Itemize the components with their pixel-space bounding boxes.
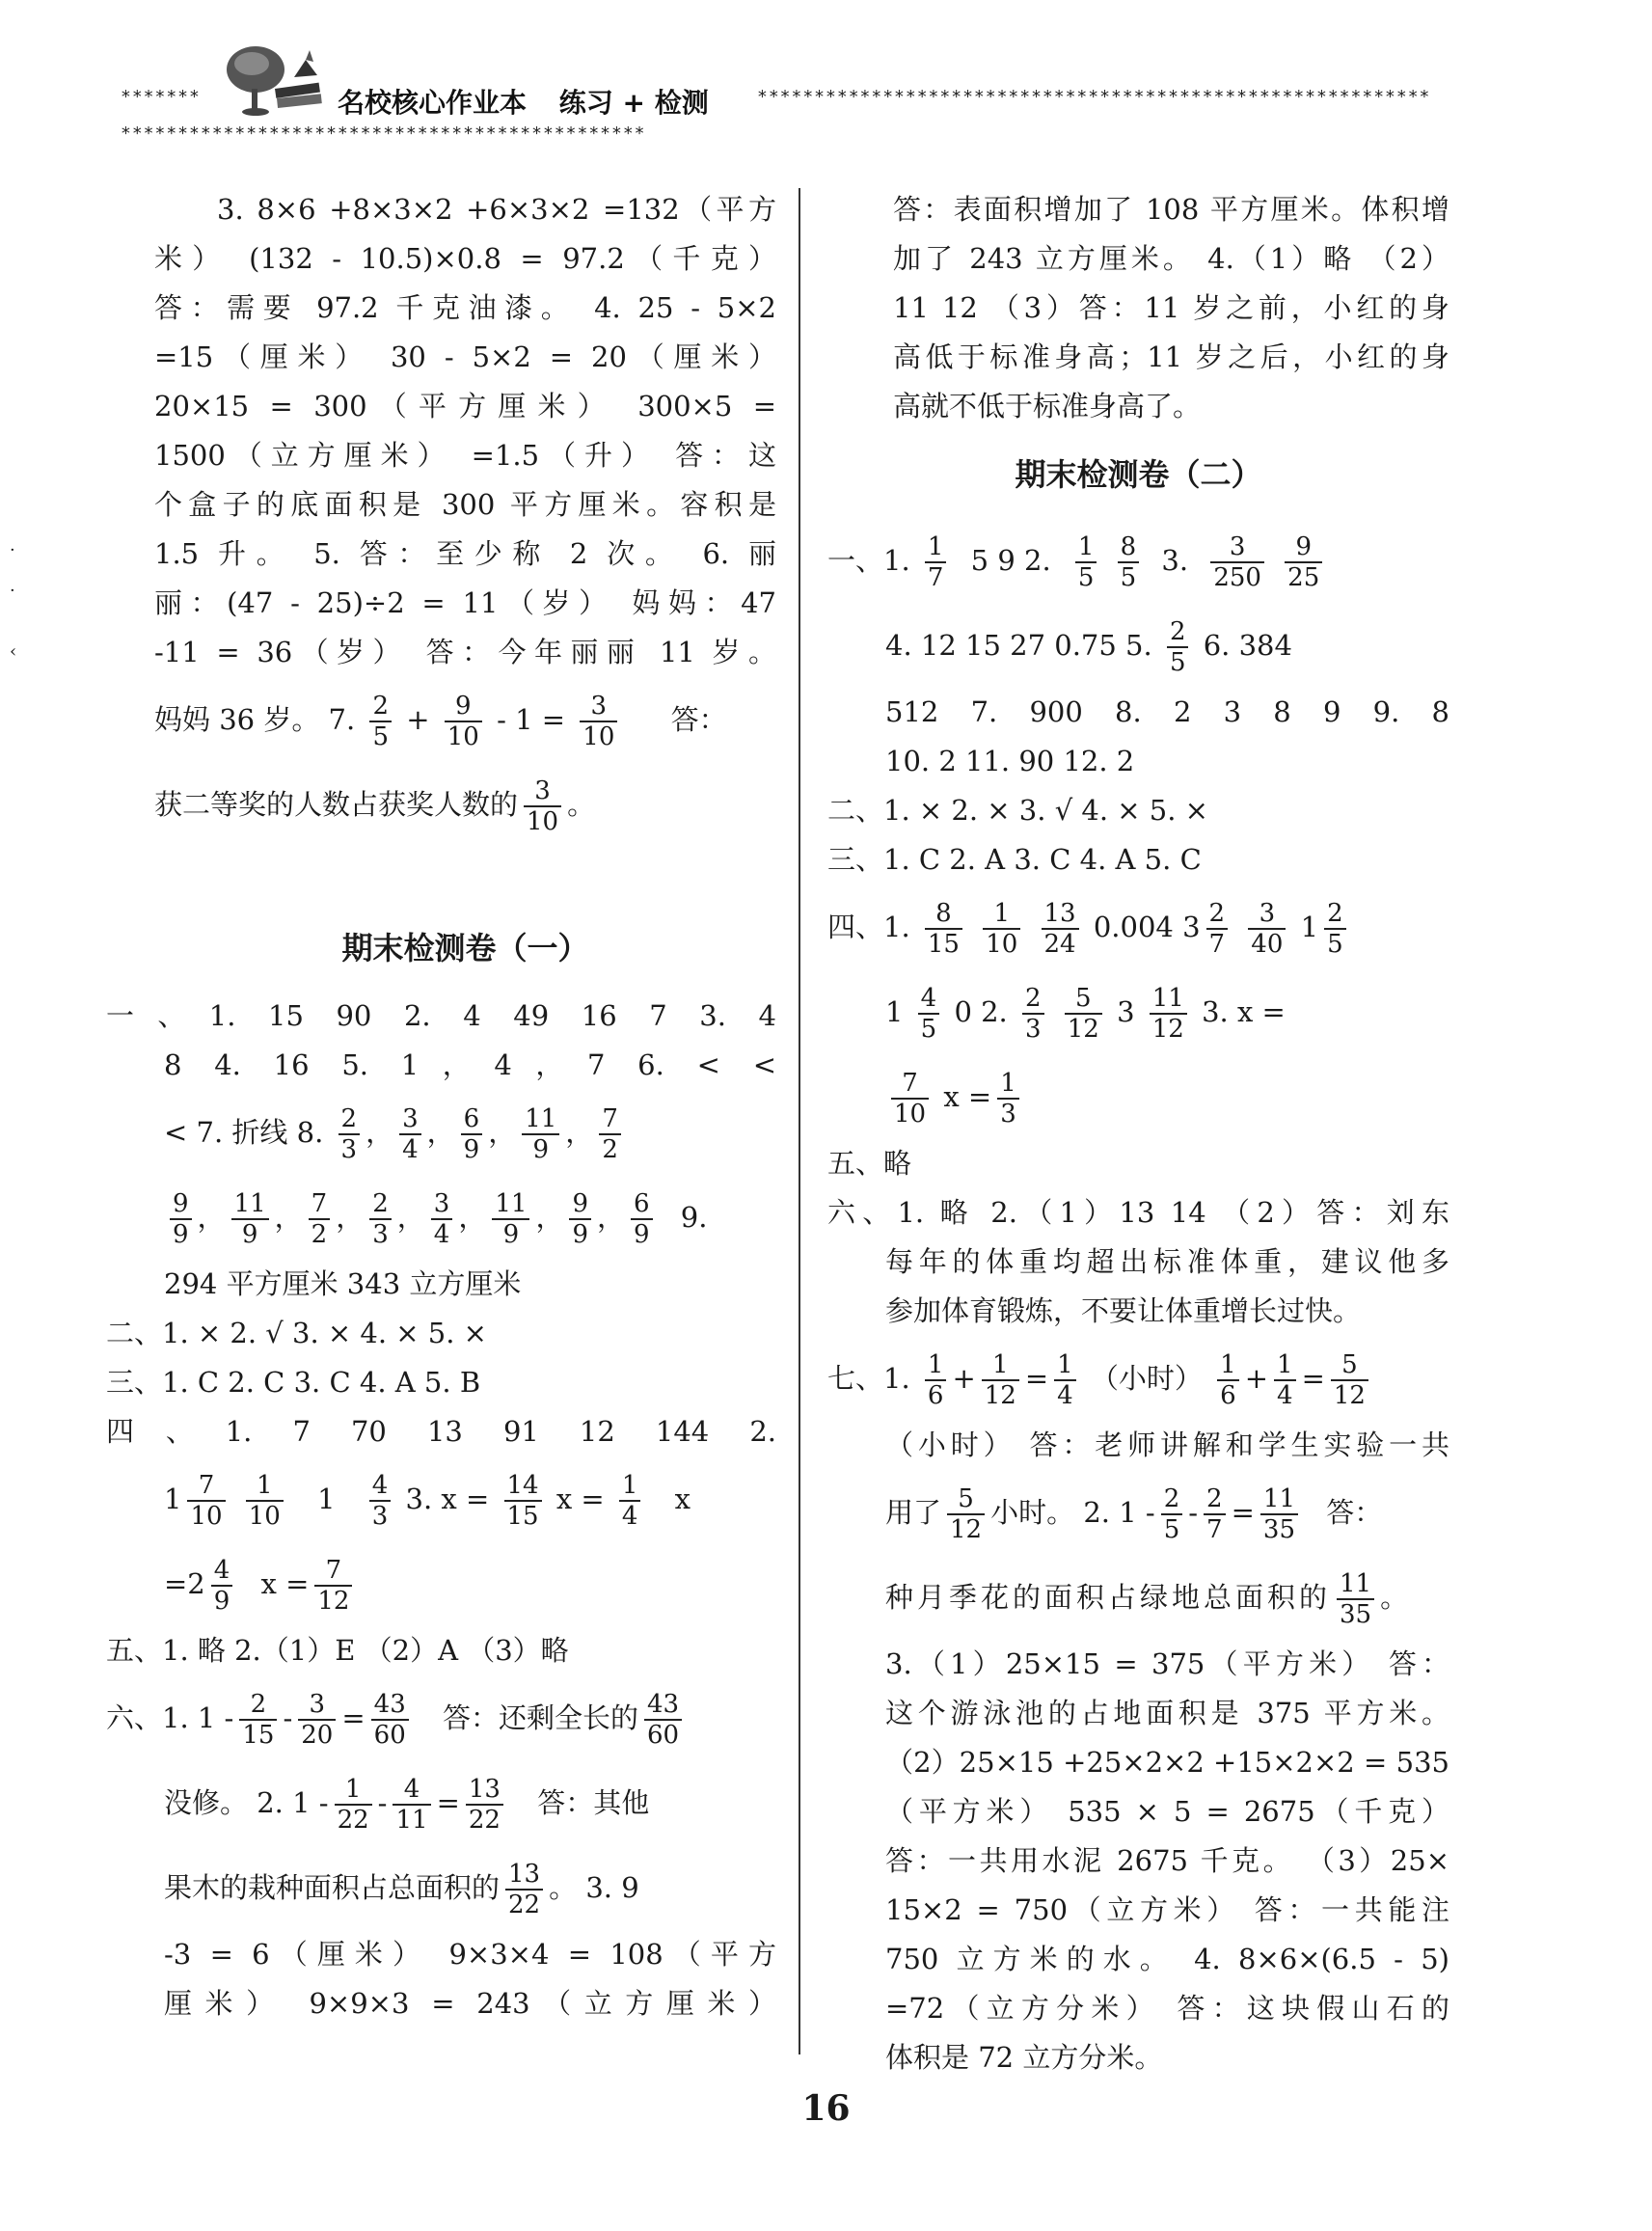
separator: ，: [396, 1201, 425, 1234]
fraction: $\frac{3}{250}$: [1210, 532, 1264, 592]
fraction: $\frac{6}{9}$: [461, 1104, 483, 1164]
fraction: $\frac{1}{4}$: [1054, 1350, 1076, 1410]
formula-line: [106, 1541, 776, 1626]
page-number: 16: [801, 2088, 851, 2129]
formula-line: [827, 884, 1449, 969]
text-run: 3: [1117, 995, 1135, 1028]
fraction: $\frac{9}{10}$: [445, 692, 482, 751]
text-run: 0.004 3: [1093, 911, 1201, 943]
text-run: 9.: [680, 1201, 708, 1234]
text-line: 米） (132 - 10.5)×0.8 = 97.2（千克）: [154, 242, 776, 275]
fraction: $\frac{11}{12}$: [1150, 984, 1187, 1044]
fraction: $\frac{2}{5}$: [1324, 899, 1346, 959]
text-run: < 7. 折线 8.: [164, 1116, 324, 1149]
text-run: 。 3. 9: [549, 1871, 639, 1904]
fraction: $\frac{2}{5}$: [1161, 1484, 1183, 1544]
text-line: 六、1. 略 2.（1）13 14 （2）答：刘东: [827, 1196, 1449, 1229]
operator: -: [283, 1701, 293, 1734]
section-title-exam1: 期末检测卷（一）: [341, 930, 589, 966]
text-line: 四、1. 7 70 13 91 12 144 2.: [106, 1415, 776, 1448]
formula-line: [827, 1555, 1449, 1640]
operator: +: [406, 703, 430, 736]
fraction: $\frac{7}{12}$: [314, 1556, 352, 1616]
text-line: 10. 2 11. 90 12. 2: [885, 745, 1135, 777]
formula-line: [827, 518, 1449, 603]
text-line: 15×2 = 750（立方米） 答：一共能注: [885, 1893, 1449, 1926]
text-run: x =: [260, 1567, 310, 1600]
fraction: $\frac{2}{7}$: [1206, 899, 1229, 959]
section-title-exam2: 期末检测卷（二）: [1015, 456, 1262, 493]
fraction: $\frac{6}{9}$: [631, 1189, 653, 1249]
separator: ，: [488, 1116, 517, 1149]
fraction: $\frac{2}{15}$: [239, 1690, 277, 1750]
formula-line: [827, 1054, 1449, 1139]
text-line: 答：需要 97.2 千克油漆。 4. 25 - 5×2: [154, 291, 776, 324]
series-title: 名校核心作业本: [338, 87, 528, 119]
text-run: 种月季花的面积占绿地总面积的: [885, 1581, 1332, 1614]
text-run: 6. 384: [1203, 629, 1292, 662]
text-run: 四、1.: [827, 911, 910, 943]
column-divider: [799, 188, 800, 2054]
text-line: 8 4. 16 5. 1，4，7 6. < <: [164, 1048, 776, 1081]
formula-line: [106, 1845, 776, 1930]
separator: ，: [336, 1201, 365, 1234]
text-run: 果木的栽种面积占总面积的: [164, 1871, 501, 1904]
text-run: 妈妈 36 岁。 7.: [154, 703, 356, 736]
fraction: $\frac{7}{2}$: [599, 1104, 621, 1164]
text-run: 。: [1380, 1581, 1409, 1614]
text-line: 五、1. 略 2.（1）E （2）A （3）略: [106, 1634, 569, 1667]
text-line: 三、1. C 2. C 3. C 4. A 5. B: [106, 1366, 481, 1399]
header-title-group: [338, 82, 709, 121]
fraction: $\frac{8}{5}$: [1118, 532, 1140, 592]
text-run: 0 2.: [954, 995, 1008, 1028]
separator: ，: [535, 1201, 564, 1234]
fraction-list: [333, 1104, 627, 1164]
text-run: 答：: [1326, 1496, 1383, 1529]
formula-line: [827, 1470, 1449, 1555]
fraction: $\frac{1}{6}$: [1217, 1350, 1239, 1410]
text-line: 答：一共用水泥 2675 千克。 （3）25×: [885, 1844, 1449, 1877]
text-line: 20×15 = 300（平方厘米） 300×5 =: [154, 390, 776, 422]
fraction: $\frac{7}{2}$: [309, 1189, 331, 1249]
fraction: $\frac{1}{4}$: [619, 1471, 641, 1531]
text-line: 答：表面积增加了 108 平方厘米。体积增: [893, 193, 1449, 226]
fraction: $\frac{13}{22}$: [505, 1860, 543, 1919]
text-line: 加了 243 立方厘米。 4.（1）略 （2）: [893, 242, 1449, 275]
operator: -: [377, 1786, 388, 1819]
text-run: 获二等奖的人数占获奖人数的: [154, 788, 519, 821]
text-run: x =: [555, 1483, 605, 1515]
fraction: $\frac{2}{3}$: [339, 1104, 361, 1164]
text-line: 750 立方米的水。 4. 8×6×(6.5 - 5): [885, 1943, 1449, 1975]
fraction: $\frac{43}{60}$: [644, 1690, 682, 1750]
fraction: $\frac{4}{11}$: [393, 1775, 430, 1835]
text-line: 3.（1）25×15 = 375（平方米） 答：: [885, 1647, 1449, 1680]
separator: ，: [366, 1116, 394, 1149]
fraction: $\frac{3}{4}$: [431, 1189, 453, 1249]
text-run: 3. x =: [1202, 995, 1286, 1028]
fraction: $\frac{5}{12}$: [1331, 1350, 1368, 1410]
text-run: 一、1.: [827, 544, 910, 577]
text-line: （2）25×15 +25×2×2 +15×2×2 = 535: [885, 1746, 1449, 1779]
fraction: $\frac{4}{5}$: [918, 984, 940, 1044]
text-run: 答：: [670, 703, 727, 736]
fraction: $\frac{1}{10}$: [983, 899, 1020, 959]
text-run: x: [674, 1483, 691, 1515]
exam1-answers: [106, 992, 776, 2028]
separator: ，: [597, 1201, 626, 1234]
text-run: 用了: [885, 1496, 942, 1529]
fraction-list-line: [106, 1175, 776, 1260]
text-line: -3 = 6（厘米） 9×3×4 = 108（平方: [164, 1938, 776, 1971]
text-line: 3. 8×6 +8×3×2 +6×3×2 =132（平方: [217, 193, 776, 226]
fraction: $\frac{1}{3}$: [997, 1069, 1019, 1129]
text-run: 1: [317, 1483, 336, 1515]
fraction: $\frac{1}{12}$: [982, 1350, 1019, 1410]
fraction: $\frac{1}{10}$: [246, 1471, 284, 1531]
text-run: 1: [1300, 911, 1319, 943]
header-stars-bottom: **********************************************: [121, 123, 646, 144]
separator: ，: [197, 1201, 226, 1234]
text-line: 294 平方厘米 343 立方厘米: [164, 1267, 522, 1300]
fraction: $\frac{2}{3}$: [369, 1189, 392, 1249]
text-line: 参加体育锻炼，不要让体重增长过快。: [885, 1294, 1362, 1327]
operator: =: [436, 1786, 460, 1819]
text-run: 3. x =: [405, 1483, 490, 1515]
fraction: $\frac{1}{6}$: [925, 1350, 947, 1410]
text-run: x =: [943, 1080, 992, 1113]
fraction: $\frac{3}{4}$: [399, 1104, 421, 1164]
fraction: $\frac{11}{9}$: [231, 1189, 269, 1249]
text-run: （小时）: [1090, 1362, 1203, 1395]
text-line: 1.5 升。 5. 答：至少称 2 次。 6. 丽: [154, 537, 776, 570]
text-run: 4. 12 15 27 0.75 5.: [885, 629, 1152, 662]
text-line: 体积是 72 立方分米。: [885, 2041, 1163, 2074]
operator: +: [952, 1362, 976, 1395]
fraction: $\frac{5}{12}$: [947, 1484, 985, 1544]
fraction: $\frac{2}{5}$: [369, 692, 392, 751]
fraction: $\frac{4}{9}$: [211, 1556, 233, 1616]
operator: -: [1188, 1496, 1199, 1529]
fraction: $\frac{13}{24}$: [1042, 899, 1079, 959]
text-line: 三、1. C 2. A 3. C 4. A 5. C: [827, 843, 1202, 876]
text-line: 二、1. × 2. × 3. √ 4. × 5. ×: [827, 794, 1208, 827]
text-run: 没修。 2. 1 -: [164, 1786, 329, 1819]
fraction: $\frac{5}{12}$: [1065, 984, 1102, 1044]
fraction: $\frac{11}{35}$: [1337, 1569, 1374, 1629]
fraction: $\frac{8}{15}$: [925, 899, 962, 959]
text-run: 七、1.: [827, 1362, 910, 1395]
text-line: 二、1. × 2. √ 3. × 4. × 5. ×: [106, 1317, 487, 1349]
text-line: 高就不低于标准身高了。: [893, 390, 1202, 422]
text-line: 11 12 （3）答：11 岁之前，小红的身: [893, 291, 1449, 324]
operator: =: [341, 1701, 366, 1734]
text-line: -11 = 36（岁） 答：今年丽丽 11 岁。: [154, 636, 776, 668]
fraction: $\frac{2}{3}$: [1022, 984, 1044, 1044]
separator: ，: [274, 1201, 303, 1234]
fraction: $\frac{1}{5}$: [1075, 532, 1097, 592]
fraction-list-line: [106, 1090, 776, 1175]
fraction: $\frac{7}{10}$: [187, 1471, 225, 1531]
text-run: 1: [885, 995, 904, 1028]
text-run: =2: [164, 1567, 205, 1600]
text-line: =72（立方分米） 答：这块假山石的: [885, 1992, 1449, 2025]
fraction: $\frac{43}{60}$: [371, 1690, 409, 1750]
fraction: $\frac{2}{5}$: [1167, 617, 1189, 677]
formula-line: [827, 1336, 1449, 1421]
fraction: $\frac{1}{7}$: [925, 532, 947, 592]
text-run: 3.: [1161, 544, 1189, 577]
operator: =: [1024, 1362, 1049, 1395]
formula-line: [106, 1456, 776, 1541]
fraction: $\frac{3}{10}$: [580, 692, 617, 751]
fraction: $\frac{13}{22}$: [466, 1775, 503, 1835]
fraction: $\frac{11}{35}$: [1260, 1484, 1298, 1544]
separator: ，: [426, 1116, 455, 1149]
fraction: $\frac{11}{9}$: [522, 1104, 559, 1164]
separator: ，: [458, 1201, 487, 1234]
text-line: 这个游泳池的占地面积是 375 平方米。: [885, 1697, 1449, 1729]
formula-line: [106, 1675, 776, 1760]
text-line: 一、1. 15 90 2. 4 49 16 7 3. 4: [106, 999, 776, 1032]
formula-line: [154, 762, 776, 847]
operator: +: [1244, 1362, 1269, 1395]
text-run: 小时。 2. 1 -: [990, 1496, 1155, 1529]
separator: ，: [565, 1116, 594, 1149]
operator: =: [1231, 1496, 1255, 1529]
text-line: 丽：(47 - 25)÷2 = 11（岁） 妈妈：47: [154, 586, 776, 619]
header-stars-right: ***********************************************************: [757, 87, 1431, 107]
text-run: 六、1. 1 -: [106, 1701, 234, 1734]
text-line: 厘米） 9×9×3 = 243（立方厘米）: [164, 1987, 776, 2020]
text-line: 五、略: [827, 1147, 912, 1180]
fraction: $\frac{9}{9}$: [170, 1189, 192, 1249]
formula-line: [154, 677, 776, 762]
fraction-list: [164, 1189, 659, 1249]
text-line: =15（厘米） 30 - 5×2 = 20（厘米）: [154, 340, 776, 373]
header-stars-left: *******: [121, 87, 201, 107]
formula-line: [827, 969, 1449, 1054]
left-column: [106, 185, 776, 2028]
text-line: 高低于标准身高；11 岁之后，小红的身: [893, 340, 1449, 373]
operator: - 1 =: [497, 703, 566, 736]
fraction: $\frac{3}{20}$: [298, 1690, 336, 1750]
fraction: $\frac{3}{10}$: [524, 776, 561, 836]
series-subtitle: 练习 + 检测: [558, 87, 709, 119]
text-run: 5 9 2.: [970, 544, 1051, 577]
fraction: $\frac{14}{15}$: [504, 1471, 542, 1531]
page-header: [121, 39, 1490, 154]
fraction: $\frac{9}{25}$: [1285, 532, 1322, 592]
fraction: $\frac{9}{9}$: [569, 1189, 591, 1249]
fraction: $\frac{7}{10}$: [891, 1069, 929, 1129]
text-run: 1: [164, 1483, 182, 1515]
fraction: $\frac{4}{3}$: [369, 1471, 392, 1531]
fraction: $\frac{2}{7}$: [1204, 1484, 1226, 1544]
text-line: （小时） 答：老师讲解和学生实验一共: [885, 1428, 1449, 1461]
fraction: $\frac{3}{40}$: [1248, 899, 1286, 959]
formula-line: [827, 603, 1449, 688]
text-run: 答：其他: [537, 1786, 650, 1819]
text-run: 。: [567, 788, 596, 821]
text-line: 1500（立方厘米） =1.5（升） 答：这: [154, 439, 776, 472]
right-column: [827, 185, 1449, 2082]
text-run: 答：还剩全长的: [442, 1701, 638, 1734]
text-line: （平方米） 535 × 5 = 2675（千克）: [885, 1795, 1449, 1828]
fraction: $\frac{1}{4}$: [1274, 1350, 1296, 1410]
text-line: 个盒子的底面积是 300 平方厘米。容积是: [154, 488, 776, 521]
formula-line: [106, 1760, 776, 1845]
fraction: $\frac{11}{9}$: [492, 1189, 529, 1249]
operator: =: [1301, 1362, 1325, 1395]
text-line: 512 7. 900 8. 2 3 8 9 9. 8: [885, 695, 1449, 728]
margin-marks: · · ‹: [10, 540, 17, 662]
text-line: 每年的体重均超出标准体重，建议他多: [885, 1245, 1449, 1278]
fraction: $\frac{1}{22}$: [335, 1775, 372, 1835]
